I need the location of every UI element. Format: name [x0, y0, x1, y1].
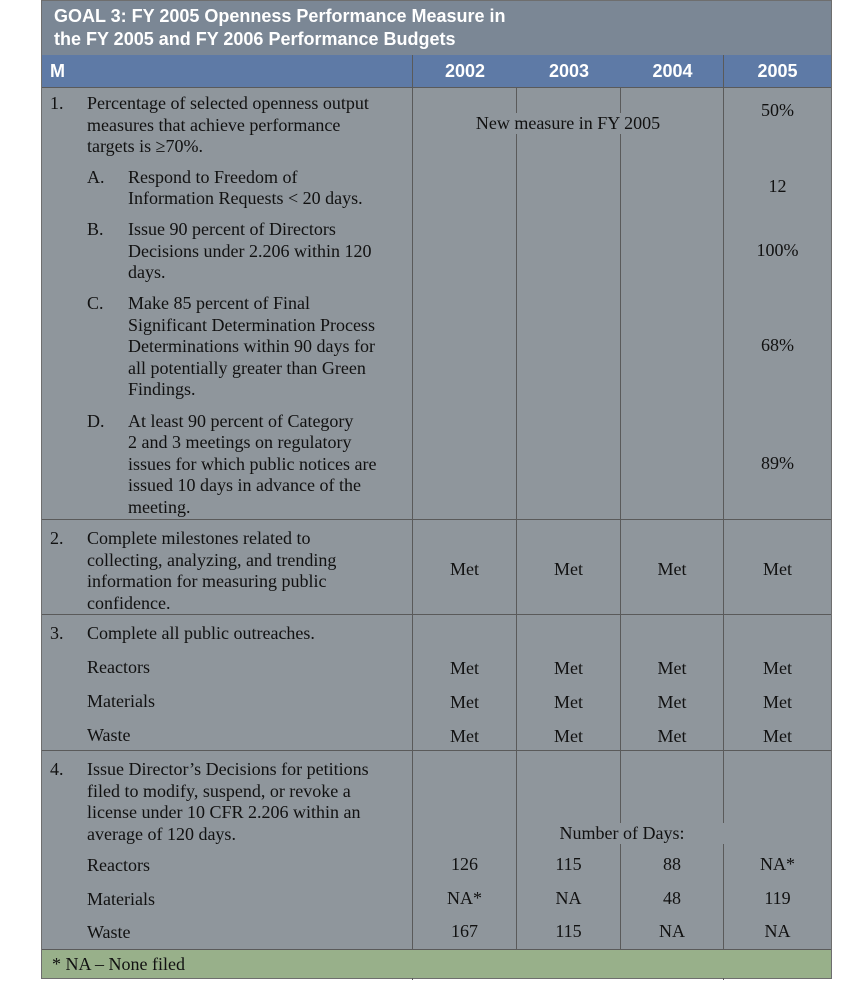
row-4-reactors-label: Reactors	[87, 855, 150, 875]
row-b-text-line-2: Decisions under 2.206 within 120	[128, 241, 372, 261]
row-2-2004: Met	[657, 559, 687, 579]
row-1-text-line-1: Percentage of selected openness output	[87, 93, 369, 113]
row-3-materials-2005: Met	[763, 692, 792, 712]
row-c-text-line-1: Make 85 percent of Final	[128, 293, 310, 313]
row-1-text-line-3: targets is ≥70%.	[87, 136, 204, 156]
row-4-waste-2002: 167	[451, 921, 478, 941]
row-2-text-line-3: information for measuring public	[87, 571, 327, 591]
row-2-2003: Met	[554, 559, 583, 579]
row-d-2005: 89%	[761, 453, 794, 473]
row-4-span-note: Number of Days:	[517, 823, 727, 844]
row-4-waste-2004: NA	[659, 921, 685, 941]
row-b-letter: B.	[87, 219, 104, 239]
row-3-waste-2005: Met	[763, 726, 792, 746]
row-b-2005: 100%	[756, 240, 799, 260]
row-2-number: 2.	[50, 528, 64, 548]
row-c-letter: C.	[87, 293, 104, 313]
row-divider	[42, 87, 831, 88]
header-2003: 2003	[548, 61, 590, 81]
row-3-waste-label: Waste	[87, 725, 131, 745]
row-3-materials-label: Materials	[87, 691, 155, 711]
row-4-materials-label: Materials	[87, 889, 155, 909]
row-2-text-line-4: confidence.	[87, 593, 171, 613]
row-4-materials-2004: 48	[663, 888, 681, 908]
row-4-text-line-1: Issue Director’s Decisions for petitions	[87, 759, 369, 779]
header-2002: 2002	[444, 61, 486, 81]
row-c-text-line-5: Findings.	[128, 379, 196, 399]
row-2-2002: Met	[450, 559, 479, 579]
row-1-text-line-2: measures that achieve performance	[87, 115, 341, 135]
row-d-text-line-1: At least 90 percent of Category	[128, 411, 354, 431]
row-d-text-line-5: meeting.	[128, 497, 191, 517]
row-2-text-line-1: Complete milestones related to	[87, 528, 311, 548]
row-3-reactors-2005: Met	[763, 658, 792, 678]
footnote: * NA – None filed	[42, 950, 831, 978]
row-3-text: Complete all public outreaches.	[87, 623, 315, 643]
row-a-text-line-1: Respond to Freedom of	[128, 167, 298, 187]
row-4-waste-2005: NA	[764, 921, 791, 941]
row-c-text-line-4: all potentially greater than Green	[128, 358, 366, 378]
row-d-text-line-3: issues for which public notices are	[128, 454, 377, 474]
row-divider	[42, 614, 831, 615]
row-3-materials-2002: Met	[450, 692, 479, 712]
row-4-reactors-2003: 115	[555, 854, 582, 874]
row-c-text-line-3: Determinations within 90 days for	[128, 336, 375, 356]
row-3-number: 3.	[50, 623, 64, 643]
row-b-text-line-3: days.	[128, 262, 166, 282]
row-3-reactors-2002: Met	[450, 658, 479, 678]
row-4-reactors-2005: NA*	[760, 854, 795, 874]
row-a-2005: 12	[768, 176, 787, 196]
row-3-reactors-2003: Met	[554, 658, 583, 678]
row-1-number: 1.	[50, 93, 64, 113]
row-4-waste-2003: 115	[555, 921, 582, 941]
row-3-materials-2003: Met	[554, 692, 583, 712]
row-4-waste-label: Waste	[87, 922, 131, 942]
row-divider	[42, 519, 831, 520]
row-3-materials-2004: Met	[657, 692, 687, 712]
row-3-waste-2003: Met	[554, 726, 583, 746]
row-4-text-line-2: filed to modify, suspend, or revoke a	[87, 781, 351, 801]
title-line-1: GOAL 3: FY 2005 Openness Performance Measure in	[54, 6, 506, 26]
row-a-text-line-2: Information Requests < 20 days.	[128, 188, 363, 208]
row-4-reactors-2004: 88	[663, 854, 681, 874]
title-line-2: the FY 2005 and FY 2006 Performance Budgets	[54, 29, 456, 49]
column-divider	[412, 55, 413, 980]
row-d-text-line-4: issued 10 days in advance of the	[128, 475, 361, 495]
header-2005: 2005	[757, 61, 798, 81]
row-4-number: 4.	[50, 759, 64, 779]
table-header	[42, 55, 831, 87]
row-1-span-note: New measure in FY 2005	[413, 113, 723, 134]
row-4-text-line-4: average of 120 days.	[87, 824, 236, 844]
row-c-2005: 68%	[761, 335, 794, 355]
row-d-letter: D.	[87, 411, 105, 431]
row-4-materials-2003: NA	[555, 888, 582, 908]
row-1-2005: 50%	[761, 100, 794, 120]
table-title	[42, 1, 831, 55]
row-divider	[42, 750, 831, 751]
row-4-materials-2002: NA*	[447, 888, 482, 908]
row-2-2005: Met	[763, 559, 792, 579]
row-4-materials-2005: 119	[764, 888, 791, 908]
row-3-waste-2002: Met	[450, 726, 479, 746]
row-a-letter: A.	[87, 167, 105, 187]
row-c-text-line-2: Significant Determination Process	[128, 315, 375, 335]
row-4-reactors-2002: 126	[451, 854, 478, 874]
row-d-text-line-2: 2 and 3 meetings on regulatory	[128, 432, 352, 452]
header-2004: 2004	[652, 61, 693, 81]
header-measure: M	[50, 61, 65, 81]
row-4-text-line-3: license under 10 CFR 2.206 within an	[87, 802, 361, 822]
row-3-reactors-label: Reactors	[87, 657, 150, 677]
row-2-text-line-2: collecting, analyzing, and trending	[87, 550, 337, 570]
row-3-waste-2004: Met	[657, 726, 687, 746]
row-b-text-line-1: Issue 90 percent of Directors	[128, 219, 336, 239]
row-3-reactors-2004: Met	[657, 658, 687, 678]
performance-table-document	[41, 0, 832, 979]
